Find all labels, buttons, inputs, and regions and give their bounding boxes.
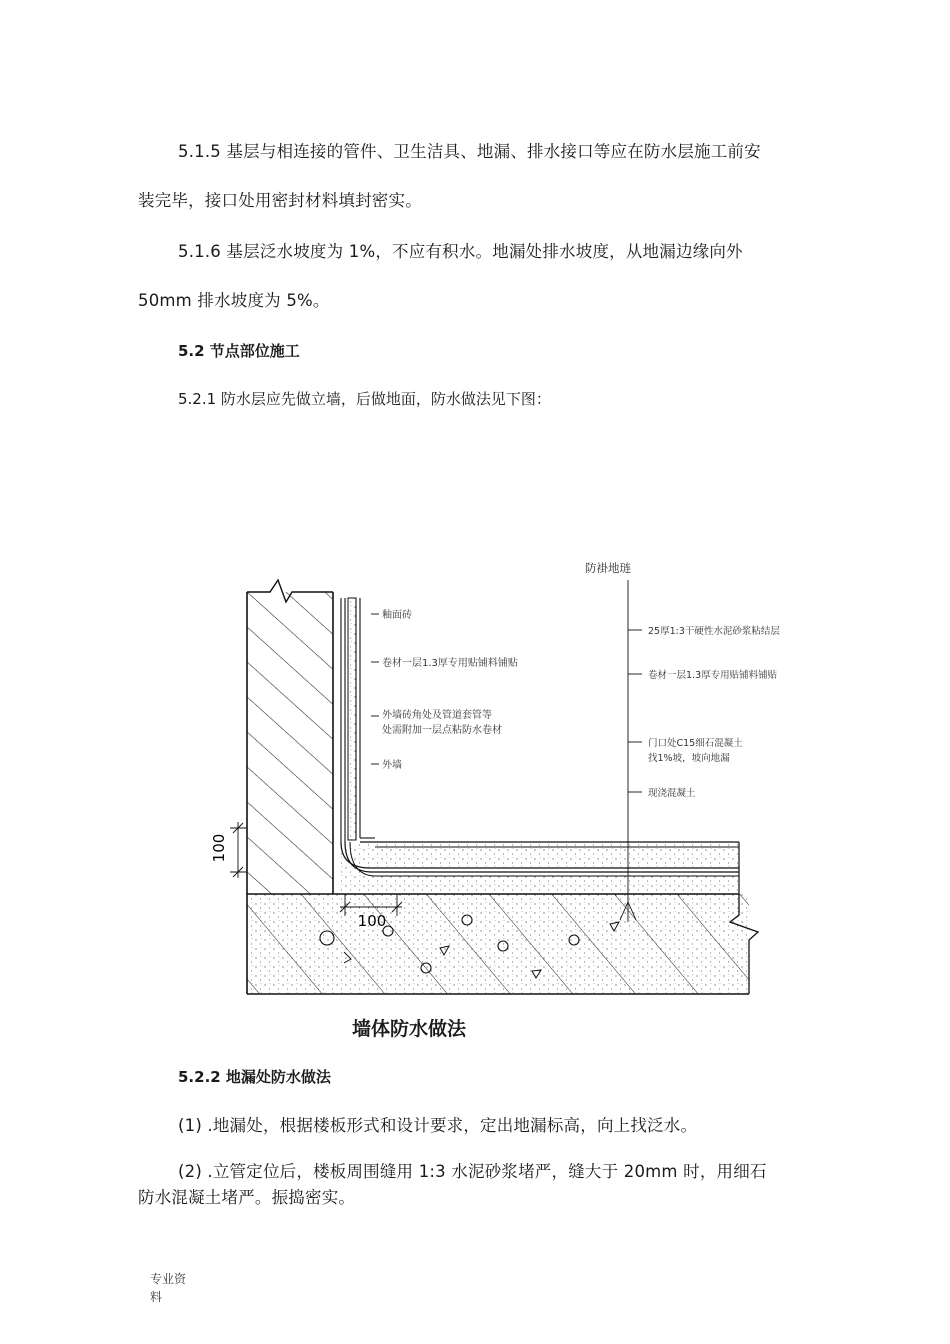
section-5-2-2: 5.2.2 地漏处防水做法	[178, 1068, 331, 1086]
floor-layers	[341, 842, 739, 894]
right-label-membrane: 卷材一层1.3厚专用贴铺料铺贴	[648, 670, 778, 681]
diagram-top-label: 防褂地琏	[585, 561, 631, 575]
right-label-concrete-2: 找1%坡，坡向地漏	[648, 753, 730, 764]
step-2-line2: 防水混凝土堵严。振捣密实。	[138, 1188, 356, 1207]
right-label-concrete-1: 门口处C15细石混凝土	[648, 738, 743, 749]
footer-line-2: 料	[150, 1290, 163, 1304]
footer-note	[150, 1270, 186, 1306]
diagram-caption: 墙体防水做法	[352, 1018, 467, 1040]
paragraph-515-line2: 装完毕，接口处用密封材料填封密实。	[138, 191, 422, 210]
paragraph-515-line1: 5.1.5 基层与相连接的管件、卫生洁具、地漏、排水接口等应在防水层施工前安	[178, 142, 761, 161]
right-label-cast-concrete: 现浇混凝土	[648, 788, 696, 799]
footer-line-1: 专业资	[150, 1272, 187, 1286]
dim-vertical-label: 100	[210, 833, 228, 863]
left-label-corner-2: 处需附加一层点粘防水卷材	[382, 725, 502, 736]
left-label-tile: 釉面砖	[382, 610, 412, 621]
step-2-line1: (2) .立管定位后，楼板周围缝用 1:3 水泥砂浆堵严，缝大于 20mm 时，用细石	[178, 1162, 767, 1181]
step-1: (1) .地漏处，根据楼板形式和设计要求，定出地漏标高，向上找泛水。	[178, 1116, 698, 1135]
section-heading-5-2: 5.2 节点部位施工	[178, 342, 300, 360]
paragraph-516-line1: 5.1.6 基层泛水坡度为 1%，不应有积水。地漏处排水坡度，从地漏边缘向外	[178, 242, 743, 261]
dim-horizontal-label: 100	[357, 912, 387, 930]
wall-waterproof-diagram	[200, 550, 780, 1020]
left-label-wall: 外墙	[382, 760, 402, 771]
left-label-membrane: 卷材一层1.3厚专用贴铺料铺贴	[382, 658, 518, 669]
concrete-slab	[247, 894, 758, 994]
dimension-vertical	[210, 822, 247, 878]
left-label-corner-1: 外墙砖角处及管道套管等	[382, 710, 492, 721]
section-5-2-1: 5.2.1 防水层应先做立墙，后做地面，防水做法见下图：	[178, 390, 551, 408]
paragraph-516-line2: 50mm 排水坡度为 5%。	[138, 291, 330, 310]
right-label-mortar: 25厚1:3干硬性水泥砂浆粘结层	[648, 626, 780, 637]
